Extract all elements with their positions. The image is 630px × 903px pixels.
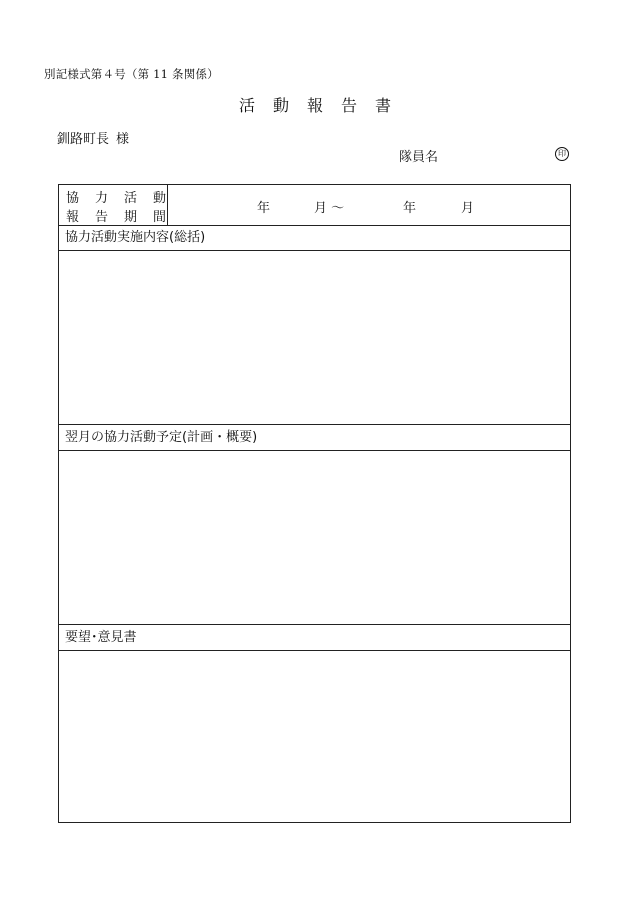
- addressee-name: 釧路町長: [57, 132, 110, 147]
- summary-section-header: 協力活動実施内容(総括): [59, 226, 570, 251]
- seal-mark-icon: 印: [555, 147, 569, 161]
- next-month-plan-header: 翌月の協力活動予定(計画・概要): [59, 426, 570, 451]
- period-label-char: 期: [123, 210, 137, 225]
- addressee-honorific: 様: [116, 132, 130, 147]
- period-label-char: 活: [123, 191, 137, 206]
- period-label: [59, 185, 168, 225]
- member-name-label: 隊員名: [399, 150, 439, 165]
- requests-section-header: 要望･意見書: [59, 626, 570, 651]
- title-char: 報: [306, 96, 323, 115]
- period-start-year-field[interactable]: 年: [257, 201, 271, 216]
- period-label-char: 告: [94, 210, 108, 225]
- period-end-year-field[interactable]: 年: [403, 201, 417, 216]
- period-label-char: 報: [66, 210, 80, 225]
- title-char: 動: [272, 96, 289, 115]
- period-start-month-field[interactable]: 月 〜: [314, 201, 345, 216]
- title-char: 告: [341, 96, 358, 115]
- period-label-char: 動: [152, 191, 166, 206]
- period-label-line2: [66, 206, 166, 225]
- requests-content-area[interactable]: [59, 651, 570, 822]
- title-char: 活: [238, 96, 255, 115]
- period-label-char: 協: [66, 191, 80, 206]
- period-end-month-field[interactable]: 月: [461, 201, 475, 216]
- next-month-plan-content-area[interactable]: [59, 451, 570, 625]
- period-label-char: 間: [152, 210, 166, 225]
- addressee: [57, 128, 129, 147]
- period-label-line1: [66, 187, 166, 206]
- period-label-char: 力: [94, 191, 108, 206]
- report-table: [58, 184, 571, 823]
- period-row: [59, 185, 570, 226]
- form-code-label: 別記様式第４号（第 11 条関係）: [44, 67, 219, 81]
- document-title: [0, 93, 630, 116]
- title-char: 書: [375, 96, 392, 115]
- summary-content-area[interactable]: [59, 251, 570, 425]
